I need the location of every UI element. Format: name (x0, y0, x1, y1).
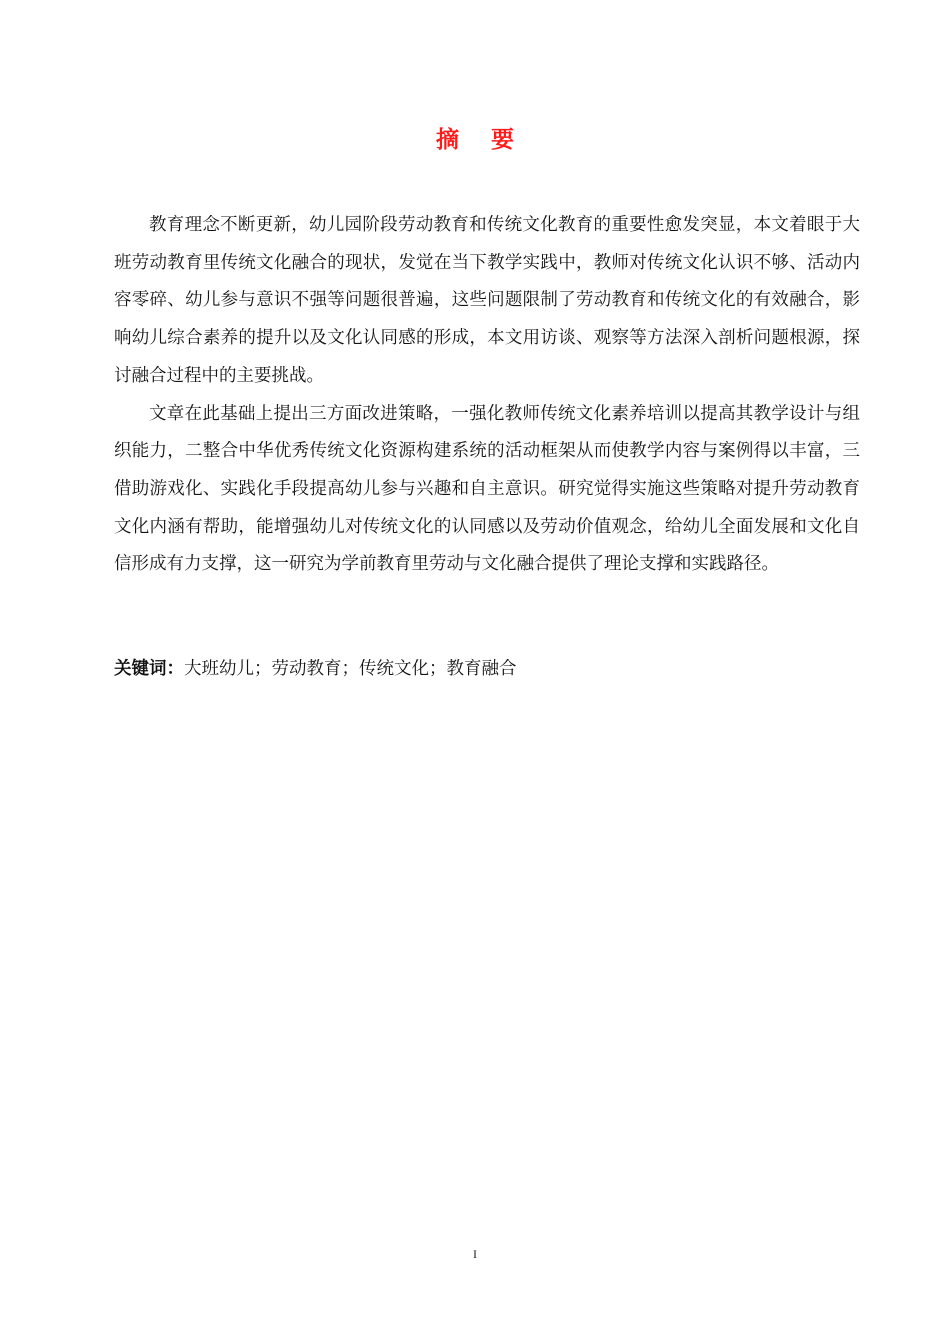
abstract-title: 摘要 (436, 127, 546, 153)
keywords-line (114, 654, 860, 684)
keywords-label: 关键词： (114, 659, 184, 679)
abstract-body (114, 207, 860, 584)
page-number: I (473, 1247, 477, 1261)
abstract-paragraph-2: 文章在此基础上提出三方面改进策略，一强化教师传统文化素养培训以提高其教学设计与组织能力，二整合中华优秀传统文化资源构建系统的活动框架从而使教学内容与案例得以丰富，三借助游戏化、实践化手段提高幼儿参与兴趣和自主意识。研究觉得实施这些策略对提升劳动教育文化内涵有帮助，能增强幼儿对传统文化的认同感以及劳动价值观念，给幼儿全面发展和文化自信形成有力支撑，这一研究为学前教育里劳动与文化融合提供了理论支撑和实践路径。 (114, 403, 860, 575)
abstract-paragraph-1: 教育理念不断更新，幼儿园阶段劳动教育和传统文化教育的重要性愈发突显，本文着眼于大班劳动教育里传统文化融合的现状，发觉在当下教学实践中，教师对传统文化认识不够、活动内容零碎、幼儿参与意识不强等问题很普遍，这些问题限制了劳动教育和传统文化的有效融合，影响幼儿综合素养的提升以及文化认同感的形成，本文用访谈、观察等方法深入剖析问题根源，探讨融合过程中的主要挑战。 (114, 215, 860, 386)
keywords-text: 大班幼儿；劳动教育；传统文化；教育融合 (184, 659, 517, 679)
